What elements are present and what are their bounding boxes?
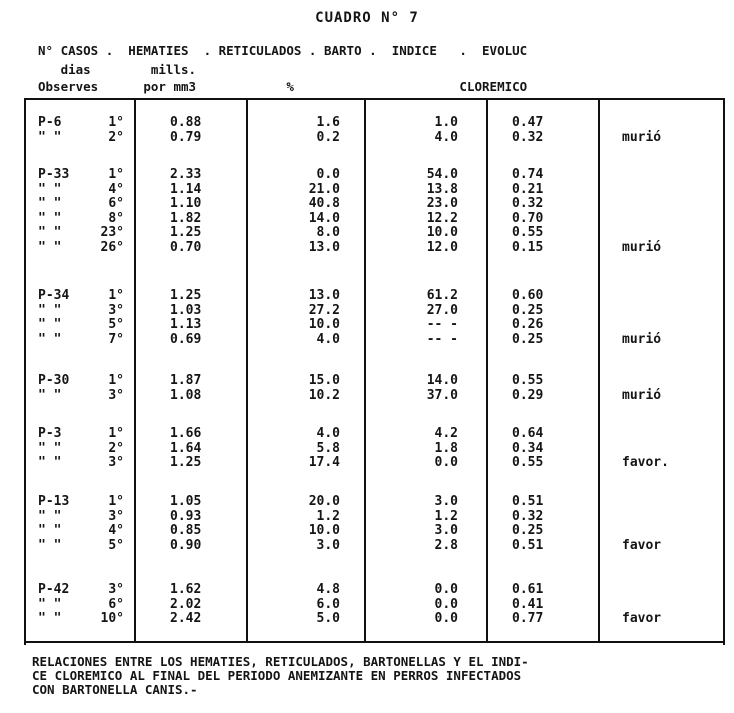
table-row <box>24 456 721 470</box>
case-id: P-34 <box>38 288 70 303</box>
hematies-value: 1.25 <box>170 288 202 303</box>
reticulados-value: 1.6 <box>316 115 340 130</box>
table-row <box>24 226 721 240</box>
hematies-value: 0.93 <box>170 508 202 524</box>
bartonellas-value: 4.2 <box>434 426 458 441</box>
cloremic-index-value: 0.32 <box>512 129 544 145</box>
reticulados-value: 5.8 <box>316 440 340 456</box>
evolution-value: murió <box>622 240 662 255</box>
bartonellas-value: 0.0 <box>434 611 458 627</box>
reticulados-value: 27.2 <box>308 302 340 318</box>
case-id: " " <box>38 596 62 612</box>
hematies-value: 1.13 <box>170 317 202 333</box>
header-line-3: Observes por mm3 % CLOREMICO <box>38 79 528 94</box>
table-row <box>24 427 721 441</box>
cloremic-index-value: 0.70 <box>512 210 544 226</box>
reticulados-value: 10.2 <box>308 387 340 403</box>
caption-line-2: CE CLOREMICO AL FINAL DEL PERIODO ANEMIZANTE EN PERROS INFECTADOS <box>32 668 522 683</box>
evolution-value: murió <box>622 129 662 145</box>
table-row <box>24 598 721 612</box>
hematies-value: 1.87 <box>170 373 202 388</box>
case-id: P-33 <box>38 167 70 182</box>
reticulados-value: 5.0 <box>316 611 340 627</box>
cloremic-index-value: 0.32 <box>512 196 544 212</box>
hematies-value: 1.14 <box>170 181 202 197</box>
case-id: " " <box>38 455 62 471</box>
hematies-value: 2.33 <box>170 167 202 182</box>
table-row <box>24 524 721 538</box>
cloremic-index-value: 0.25 <box>512 331 544 347</box>
observation-day: 8° <box>108 210 124 226</box>
observation-day: 3° <box>108 582 124 597</box>
cloremic-index-value: 0.55 <box>512 225 544 241</box>
reticulados-value: 17.4 <box>308 455 340 471</box>
table-row <box>24 442 721 456</box>
bartonellas-value: 0.0 <box>434 582 458 597</box>
cloremic-index-value: 0.55 <box>512 373 544 388</box>
hematies-value: 0.90 <box>170 537 202 553</box>
cloremic-index-value: 0.29 <box>512 387 544 403</box>
bartonellas-value: 13.8 <box>426 181 458 197</box>
cloremic-index-value: 0.55 <box>512 455 544 471</box>
table-row <box>24 131 721 145</box>
hematies-value: 1.25 <box>170 225 202 241</box>
bartonellas-value: 0.0 <box>434 455 458 471</box>
reticulados-value: 4.0 <box>316 426 340 441</box>
case-id: P-3 <box>38 426 62 441</box>
case-id: " " <box>38 317 62 333</box>
observation-day: 3° <box>108 455 124 471</box>
observation-day: 4° <box>108 181 124 197</box>
bartonellas-value: 61.2 <box>426 288 458 303</box>
cloremic-index-value: 0.64 <box>512 426 544 441</box>
hematies-value: 0.79 <box>170 129 202 145</box>
case-id: " " <box>38 240 62 255</box>
observation-day: 7° <box>108 331 124 347</box>
bartonellas-value: 1.0 <box>434 115 458 130</box>
observation-day: 3° <box>108 387 124 403</box>
reticulados-value: 3.0 <box>316 537 340 553</box>
cloremic-index-value: 0.51 <box>512 537 544 553</box>
observation-day: 5° <box>108 317 124 333</box>
observation-day: 1° <box>108 426 124 441</box>
observation-day: 3° <box>108 302 124 318</box>
cloremic-index-value: 0.34 <box>512 440 544 456</box>
hematies-value: 1.10 <box>170 196 202 212</box>
table-row <box>24 612 721 626</box>
bartonellas-value: 27.0 <box>426 302 458 318</box>
hematies-value: 1.25 <box>170 455 202 471</box>
cloremic-index-value: 0.26 <box>512 317 544 333</box>
table-row <box>24 241 721 255</box>
reticulados-value: 10.0 <box>308 523 340 539</box>
table-row <box>24 212 721 226</box>
evolution-value: favor <box>622 611 662 627</box>
reticulados-value: 20.0 <box>308 494 340 509</box>
observation-day: 5° <box>108 537 124 553</box>
cloremic-index-value: 0.77 <box>512 611 544 627</box>
reticulados-value: 1.2 <box>316 508 340 524</box>
case-id: P-6 <box>38 115 62 130</box>
reticulados-value: 6.0 <box>316 596 340 612</box>
hematies-value: 1.64 <box>170 440 202 456</box>
case-id: " " <box>38 181 62 197</box>
cloremic-index-value: 0.32 <box>512 508 544 524</box>
case-id: " " <box>38 331 62 347</box>
bartonellas-value: 2.8 <box>434 537 458 553</box>
table-row <box>24 583 721 597</box>
table-row <box>24 389 721 403</box>
cloremic-index-value: 0.47 <box>512 115 544 130</box>
table-row <box>24 197 721 211</box>
cloremic-index-value: 0.61 <box>512 582 544 597</box>
header-line-1: N° CASOS . HEMATIES . RETICULADOS . BARTO . INDICE . EVOLUC <box>38 43 528 58</box>
bartonellas-value: 23.0 <box>426 196 458 212</box>
table-title: CUADRO N° 7 <box>315 10 419 26</box>
case-id: " " <box>38 196 62 212</box>
table-row <box>24 116 721 130</box>
hematies-value: 2.02 <box>170 596 202 612</box>
case-id: " " <box>38 129 62 145</box>
hematies-value: 1.08 <box>170 387 202 403</box>
cloremic-index-value: 0.25 <box>512 523 544 539</box>
case-id: " " <box>38 537 62 553</box>
cloremic-index-value: 0.21 <box>512 181 544 197</box>
reticulados-value: 0.2 <box>316 129 340 145</box>
reticulados-value: 13.0 <box>308 240 340 255</box>
cloremic-index-value: 0.74 <box>512 167 544 182</box>
case-id: P-13 <box>38 494 70 509</box>
case-id: P-30 <box>38 373 70 388</box>
hematies-value: 1.82 <box>170 210 202 226</box>
reticulados-value: 21.0 <box>308 181 340 197</box>
evolution-value: murió <box>622 387 662 403</box>
table-row <box>24 318 721 332</box>
bartonellas-value: 1.8 <box>434 440 458 456</box>
hematies-value: 0.88 <box>170 115 202 130</box>
cloremic-index-value: 0.41 <box>512 596 544 612</box>
hematies-value: 1.66 <box>170 426 202 441</box>
reticulados-value: 40.8 <box>308 196 340 212</box>
case-id: " " <box>38 440 62 456</box>
header-line-2: dias mills. <box>38 62 197 77</box>
table-row <box>24 539 721 553</box>
observation-day: 1° <box>108 288 124 303</box>
hematies-value: 1.62 <box>170 582 202 597</box>
evolution-value: murió <box>622 331 662 347</box>
reticulados-value: 4.0 <box>316 331 340 347</box>
observation-day: 6° <box>108 596 124 612</box>
observation-day: 2° <box>108 440 124 456</box>
bartonellas-value: 14.0 <box>426 373 458 388</box>
bartonellas-value: 12.0 <box>426 240 458 255</box>
bartonellas-value: 10.0 <box>426 225 458 241</box>
hematies-value: 2.42 <box>170 611 202 627</box>
reticulados-value: 4.8 <box>316 582 340 597</box>
bartonellas-value: 37.0 <box>426 387 458 403</box>
case-id: " " <box>38 302 62 318</box>
evolution-value: favor <box>622 537 662 553</box>
observation-day: 4° <box>108 523 124 539</box>
reticulados-value: 14.0 <box>308 210 340 226</box>
observation-day: 26° <box>100 240 124 255</box>
table-bottom-rule <box>24 641 723 643</box>
bartonellas-value: 1.2 <box>434 508 458 524</box>
table-row <box>24 304 721 318</box>
case-id: " " <box>38 523 62 539</box>
bartonellas-value: 3.0 <box>434 494 458 509</box>
reticulados-value: 8.0 <box>316 225 340 241</box>
observation-day: 1° <box>108 494 124 509</box>
bartonellas-value: 54.0 <box>426 167 458 182</box>
bartonellas-value: 4.0 <box>434 129 458 145</box>
table-row <box>24 510 721 524</box>
hematies-value: 0.69 <box>170 331 202 347</box>
observation-day: 1° <box>108 115 124 130</box>
bartonellas-value: -- - <box>426 331 458 347</box>
bartonellas-value: 12.2 <box>426 210 458 226</box>
table-row <box>24 374 721 388</box>
case-id: " " <box>38 387 62 403</box>
hematies-value: 1.05 <box>170 494 202 509</box>
observation-day: 2° <box>108 129 124 145</box>
evolution-value: favor. <box>622 455 669 471</box>
caption-line-1: RELACIONES ENTRE LOS HEMATIES, RETICULADOS, BARTONELLAS Y EL INDI- <box>32 654 529 669</box>
observation-day: 3° <box>108 508 124 524</box>
reticulados-value: 10.0 <box>308 317 340 333</box>
cloremic-index-value: 0.15 <box>512 240 544 255</box>
observation-day: 1° <box>108 167 124 182</box>
case-id: " " <box>38 210 62 226</box>
reticulados-value: 0.0 <box>316 167 340 182</box>
caption-line-3: CON BARTONELLA CANIS.- <box>32 682 198 697</box>
hematies-value: 0.70 <box>170 240 202 255</box>
reticulados-value: 13.0 <box>308 288 340 303</box>
bartonellas-value: -- - <box>426 317 458 333</box>
cloremic-index-value: 0.25 <box>512 302 544 318</box>
table-row <box>24 289 721 303</box>
reticulados-value: 15.0 <box>308 373 340 388</box>
observation-day: 6° <box>108 196 124 212</box>
observation-day: 23° <box>100 225 124 241</box>
table-row <box>24 183 721 197</box>
hematies-value: 0.85 <box>170 523 202 539</box>
case-id: P-42 <box>38 582 70 597</box>
observation-day: 10° <box>100 611 124 627</box>
table-row <box>24 333 721 347</box>
bartonellas-value: 3.0 <box>434 523 458 539</box>
case-id: " " <box>38 611 62 627</box>
case-id: " " <box>38 225 62 241</box>
cloremic-index-value: 0.60 <box>512 288 544 303</box>
hematies-value: 1.03 <box>170 302 202 318</box>
bartonellas-value: 0.0 <box>434 596 458 612</box>
cloremic-index-value: 0.51 <box>512 494 544 509</box>
case-id: " " <box>38 508 62 524</box>
table-row <box>24 168 721 182</box>
table-row <box>24 495 721 509</box>
observation-day: 1° <box>108 373 124 388</box>
